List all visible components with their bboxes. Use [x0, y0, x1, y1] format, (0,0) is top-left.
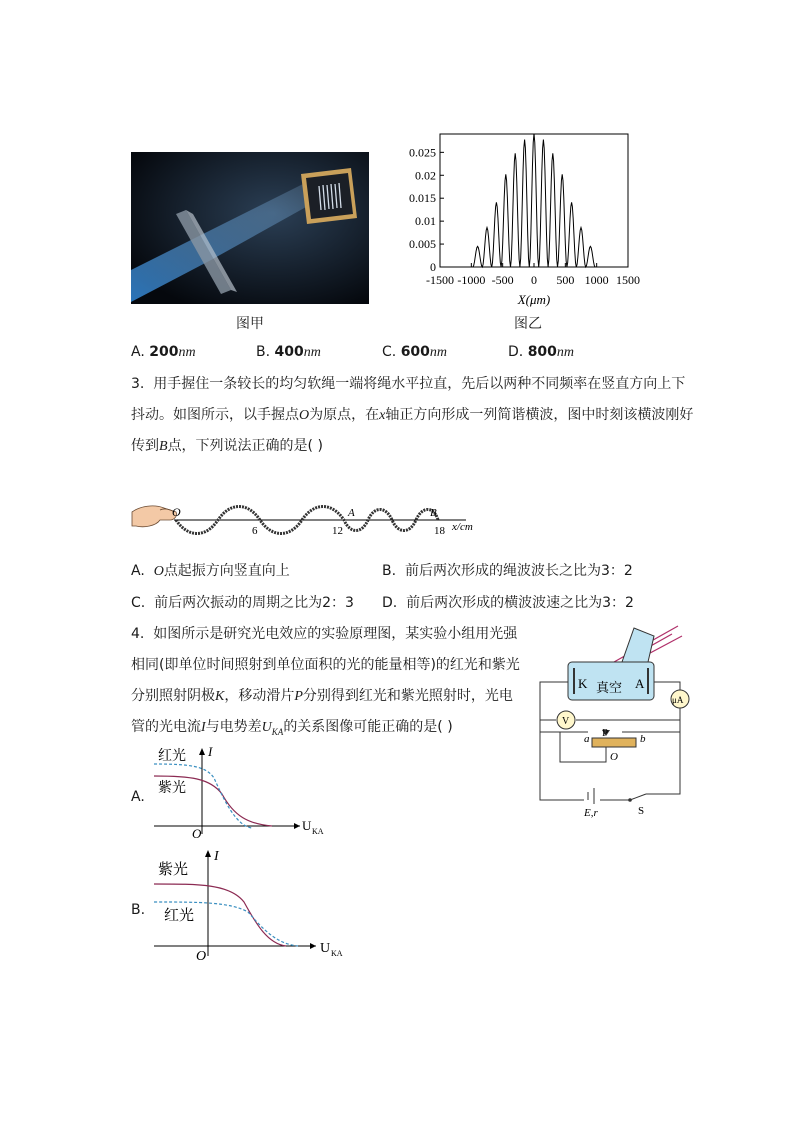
graph-b-u-label: U: [320, 941, 331, 956]
x-tick-label: 0: [531, 273, 537, 287]
q3-stem-line1: 3. 用手握住一条较长的均匀软绳一端将绳水平拉直，先后以两种不同频率在竖直方向上下: [131, 376, 686, 392]
graph-b-o-label: O: [196, 949, 207, 964]
figure-yi-chart: [395, 128, 655, 318]
graph-a-o-label: O: [192, 826, 202, 840]
y-tick-label: 0.015: [409, 191, 436, 206]
wave-axis-label: x/cm: [452, 521, 473, 533]
q4-number: 4.: [131, 626, 145, 642]
figure-jia-photo: [131, 152, 369, 304]
graph-b-purple-label: 紫光: [158, 860, 189, 878]
intensity-curve: [473, 134, 595, 267]
graph-a-u-label: U: [302, 818, 312, 833]
q3-option-c[interactable]: C. 前后两次振动的周期之比为2：3: [131, 595, 354, 611]
y-tick-label: 0.025: [409, 145, 436, 160]
y-tick-label: 0: [430, 260, 436, 274]
photoelectric-circuit: [530, 622, 700, 822]
graph-a-i-label: I: [208, 744, 213, 759]
x-tick-label: 500: [556, 273, 575, 287]
rope-wave-figure: [130, 498, 490, 543]
wave-label-b: B: [430, 507, 437, 519]
graph-a-u-sub: KA: [312, 827, 324, 836]
x-tick-label: -1000: [457, 273, 486, 287]
q4-stem-line2: 相同(即单位时间照射到单位面积的光的能量相等)的红光和紫光: [131, 657, 520, 673]
rheostat: [592, 738, 636, 747]
q4-option-b-letter[interactable]: B.: [131, 902, 146, 918]
slider-p-label: P: [602, 727, 609, 739]
q2-option-a[interactable]: A. 200nm: [131, 344, 196, 360]
q3-option-b[interactable]: B. 前后两次形成的绳波波长之比为3：2: [382, 563, 633, 579]
terminal-b-label: b: [640, 733, 646, 745]
y-tick-label: 0.02: [415, 168, 436, 183]
voltmeter-label: V: [562, 716, 570, 727]
x-tick-label: -1500: [426, 273, 454, 287]
midpoint-o-label: O: [610, 751, 618, 763]
graph-b-red-label: 红光: [164, 906, 195, 924]
q3-number: 3.: [131, 376, 145, 392]
terminal-a-label: a: [584, 733, 590, 745]
vacuum-label: 真空: [596, 681, 623, 696]
switch-label: S: [638, 805, 645, 817]
y-tick-label: 0.01: [415, 214, 436, 229]
x-tick-label: 1000: [584, 273, 609, 287]
wave-tick-12: 12: [332, 525, 343, 537]
x-axis-label: X(μm): [517, 292, 551, 307]
graph-b-u-sub: KA: [331, 949, 343, 958]
q3-option-a[interactable]: A. O点起振方向竖直向上: [131, 563, 290, 579]
cathode-label: K: [578, 676, 588, 691]
microammeter-label: μA: [672, 695, 684, 705]
anode-label: A: [635, 676, 645, 691]
q3-option-d[interactable]: D. 前后两次形成的横波波速之比为3：2: [382, 595, 634, 611]
q3-stem-line3: 传到B点，下列说法正确的是( ): [131, 438, 323, 454]
q4-stem-line4: 管的光电流I与电势差$U_{KA}$的关系图像可能正确的是( ): [131, 719, 453, 737]
hand-icon: [132, 506, 177, 527]
q4-graph-a[interactable]: [150, 744, 340, 840]
q4-stem-line3: 分别照射阴极K，移动滑片P分别得到红光和紫光照射时，光电: [131, 688, 513, 704]
graph-a-purple-label: 紫光: [158, 780, 186, 796]
x-tick-label: -500: [491, 273, 514, 287]
figure-yi-caption: 图乙: [514, 316, 542, 332]
graph-a-red-label: 红光: [158, 748, 186, 764]
q2-option-d[interactable]: D. 800nm: [508, 344, 575, 360]
q2-option-c[interactable]: C. 600nm: [382, 344, 448, 360]
q4-stem-line1: 4. 如图所示是研究光电效应的实验原理图，某实验小组用光强: [131, 626, 518, 642]
q4-option-a-letter[interactable]: A.: [131, 789, 145, 805]
wave-label-a: A: [348, 507, 355, 519]
wave-tick-18: 18: [434, 525, 445, 537]
wave-label-o: O: [172, 505, 181, 519]
wave-tick-6: 6: [252, 525, 258, 537]
battery-label: E,r: [584, 807, 598, 819]
figure-jia-caption: 图甲: [236, 316, 264, 332]
q4-graph-b[interactable]: [150, 846, 355, 966]
q3-stem-line2: 抖动。如图所示，以手握点O为原点，在x轴正方向形成一列简谐横波，图中时刻该横波刚好: [131, 407, 694, 423]
chart-frame: [440, 134, 628, 267]
x-tick-label: 1500: [616, 273, 640, 287]
q2-option-b[interactable]: B. 400nm: [256, 344, 321, 360]
red-light-curve: [154, 764, 252, 828]
graph-b-i-label: I: [214, 849, 219, 864]
y-tick-label: 0.005: [409, 237, 436, 252]
